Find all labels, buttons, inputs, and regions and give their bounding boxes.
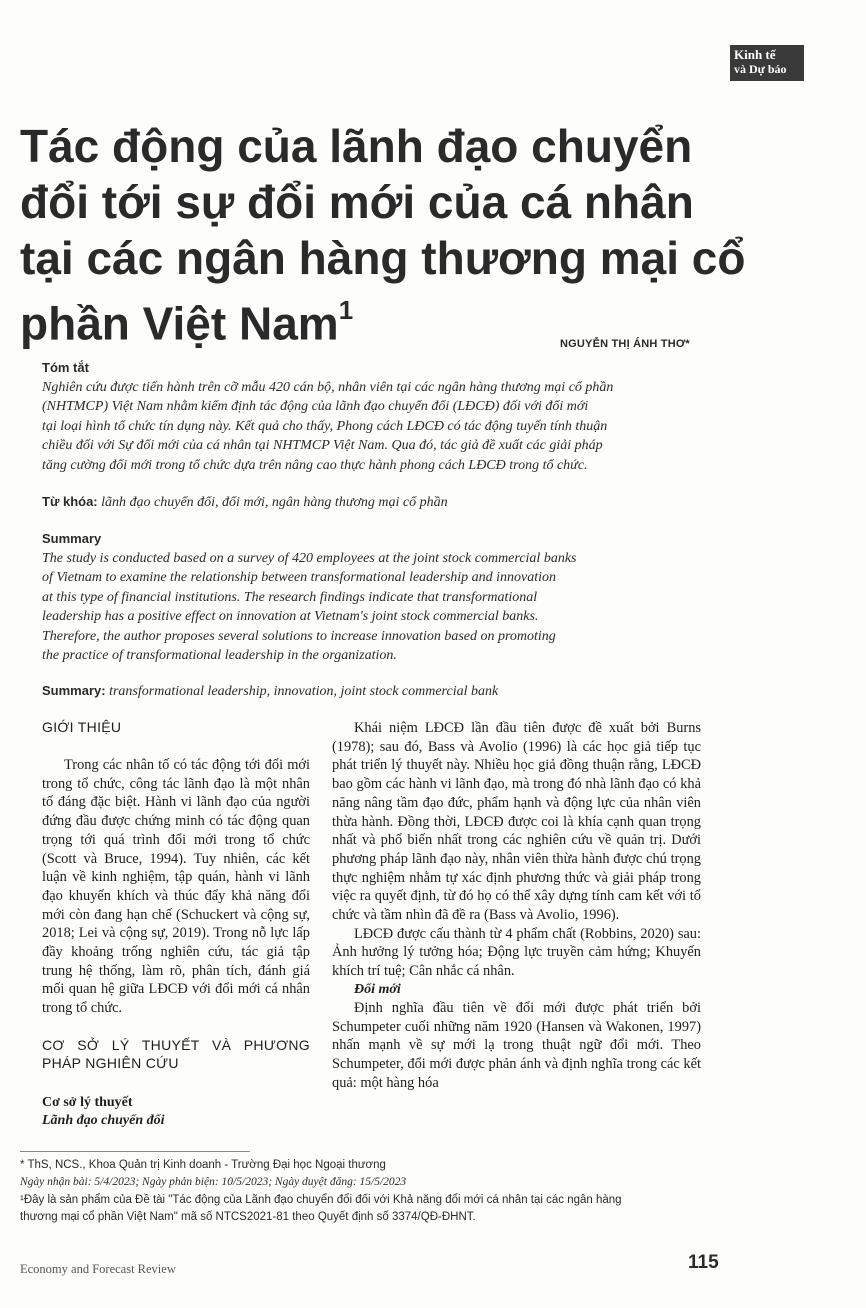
- right-paragraph-3: Định nghĩa đầu tiên về đổi mới được phát triển bởi Schumpeter cuối những năm 1920 (Hansen và Wakonen, 1997) nhấn mạnh về sự mới lạ trong thuật ngữ đổi mới. Theo Schumpeter, đổi mới được phản ánh và định nghĩa trong các kết quả: một hàng hóa: [332, 999, 701, 1091]
- abstract-vi-line: Nghiên cứu được tiến hành trên cỡ mẫu 420 cán bộ, nhân viên tại các ngân hàng thương mại cổ phần: [42, 380, 614, 395]
- abstract-vi-line: tại loại hình tổ chức tín dụng này. Kết quả cho thấy, Phong cách LĐCĐ có tác động tuyến tính thuận: [42, 418, 608, 434]
- right-paragraph-2: LĐCĐ được cấu thành từ 4 phẩm chất (Robbins, 2020) sau: Ảnh hưởng lý tưởng hóa; Động lực truyền cảm hứng; Khuyến khích trí tuệ; Cân nhắc cá nhân.: [332, 925, 701, 980]
- intro-heading: GIỚI THIỆU: [42, 719, 122, 735]
- method-heading: CƠ SỞ LÝ THUYẾT VÀ PHƯƠNG PHÁP NGHIÊN CỨU: [42, 1036, 310, 1071]
- innovation-heading: Đổi mới: [354, 981, 401, 997]
- abstract-vi-heading: Tóm tắt: [42, 360, 89, 375]
- summary-line: at this type of financial institutions. The research findings indicate that transformational: [42, 589, 538, 605]
- footnote-dates: Ngày nhận bài: 5/4/2023; Ngày phản biện: 10/5/2023; Ngày duyệt đăng: 15/5/2023: [20, 1176, 407, 1188]
- right-column: [332, 719, 701, 1092]
- running-footer: Economy and Forecast Review: [20, 1262, 176, 1276]
- theory-heading: Cơ sở lý thuyết: [42, 1094, 133, 1110]
- keywords-en: [42, 683, 742, 700]
- abstract-vi-line: chiều đối với Sự đổi mới của cá nhân tại NHTMCP Việt Nam. Qua đó, tác giả đề xuất các giải pháp: [42, 438, 603, 454]
- summary-line: Therefore, the author proposes several solutions to increase innovation based on promoting: [42, 628, 556, 644]
- footnote-divider: [20, 1151, 250, 1152]
- abstract-vi-text: [42, 378, 702, 475]
- page-number: 115: [688, 1252, 719, 1273]
- right-paragraph-1: Khái niệm LĐCĐ lần đầu tiên được đề xuất bởi Burns (1978); sau đó, Bass và Avolio (1996) là các học giả tiếp tục phát triển lý thuyết này. Nhiều học giả đồng thuận rằng, LĐCĐ bao gồm các hành vi lãnh đạo, mà trong đó nhà lãnh đạo có khả năng nâng tầm đạo đức, phẩm hạnh và động lực của nhân viên thừa hành. Đồng thời, LĐCĐ được coi là khía cạnh quan trọng nhất và phổ biến nhất trong các nghiên cứu về quản trị. Dưới phương pháp lãnh đạo này, nhân viên thừa hành được chú trọng thực nghiệm nhằm tự xác định phương thức và giải pháp trong việc ra quyết định, từ đó họ có thể xây dựng tính cam kết với tổ chức và tầm nhìn đã đề ra (Bass và Avolio, 1996).: [332, 720, 701, 924]
- keywords-en-label: Summary:: [42, 683, 106, 698]
- article-title: [20, 118, 760, 351]
- title-footnote-mark: 1: [338, 295, 354, 325]
- journal-badge: [730, 45, 804, 81]
- left-column: [42, 718, 310, 1130]
- summary-text: [42, 549, 702, 665]
- summary-line: leadership has a positive effect on innovation at Vietnam's joint stock commercial banks.: [42, 609, 539, 625]
- title-text: Tác động của lãnh đạo chuyển đổi tới sự đổi mới của cá nhân tại các ngân hàng thương mại cổ phần Việt Nam: [20, 120, 746, 350]
- footnote-funding-1: ¹Đây là sản phẩm của Đề tài "Tác động của Lãnh đạo chuyển đổi đối với Khả năng đổi mới cá nhân tại các ngân hàng: [20, 1194, 622, 1206]
- keywords-vi-value: lãnh đạo chuyển đổi, đổi mới, ngân hàng thương mại cổ phần: [101, 495, 448, 510]
- author-name: NGUYỄN THỊ ÁNH THƠ*: [560, 338, 690, 350]
- summary-line: the practice of transformational leadership in the organization.: [42, 648, 397, 664]
- intro-paragraph: Trong các nhân tố có tác động tới đổi mới trong tổ chức, công tác lãnh đạo là một nhân tố đáng đặc biệt. Hành vi lãnh đạo của người đứng đầu được chứng minh có tác động quan trọng tới quá trình đổi mới trong tổ chức (Scott và Bruce, 1994). Tuy nhiên, các kết luận về kinh nghiệm, tập quán, hành vi lãnh đạo khuyến khích và thúc đẩy khả năng đổi mới còn đang hạn chế (Schuckert và cộng sự, 2018; Lei và cộng sự, 2019). Trong nỗ lực lấp đầy khoảng trống nghiên cứu, tác giả tập trung hệ thống, làm rõ, phân tích, đánh giá mối quan hệ giữa LĐCĐ với đổi mới cá nhân trong tổ chức.: [42, 757, 310, 1017]
- keywords-vi: [42, 494, 742, 511]
- badge-line1: Kinh tế: [734, 47, 776, 62]
- footnote-funding-2: thương mại cổ phần Việt Nam" mã số NTCS2021-81 theo Quyết định số 3374/QĐ-ĐHNT.: [20, 1211, 476, 1223]
- badge-line2: và Dự báo: [734, 62, 787, 76]
- summary-line: The study is conducted based on a survey of 420 employees at the joint stock commercial banks: [42, 551, 577, 566]
- summary-line: of Vietnam to examine the relationship between transformational leadership and innovation: [42, 570, 557, 586]
- abstract-vi-line: tăng cường đổi mới trong tổ chức dựa trên nâng cao thực hành phong cách LĐCĐ trong tổ chức.: [42, 457, 588, 473]
- summary-heading: Summary: [42, 531, 102, 546]
- keywords-en-value: transformational leadership, innovation, joint stock commercial bank: [109, 684, 499, 699]
- abstract-vi-line: (NHTMCP) Việt Nam nhằm kiểm định tác động của lãnh đạo chuyển đổi (LĐCĐ) đối với đổi mới: [42, 399, 589, 415]
- keywords-vi-label: Từ khóa:: [42, 494, 98, 509]
- footnote-affiliation: * ThS, NCS., Khoa Quản trị Kinh doanh - Trường Đại học Ngoại thương: [20, 1159, 386, 1171]
- tl-heading: Lãnh đạo chuyển đổi: [42, 1112, 165, 1128]
